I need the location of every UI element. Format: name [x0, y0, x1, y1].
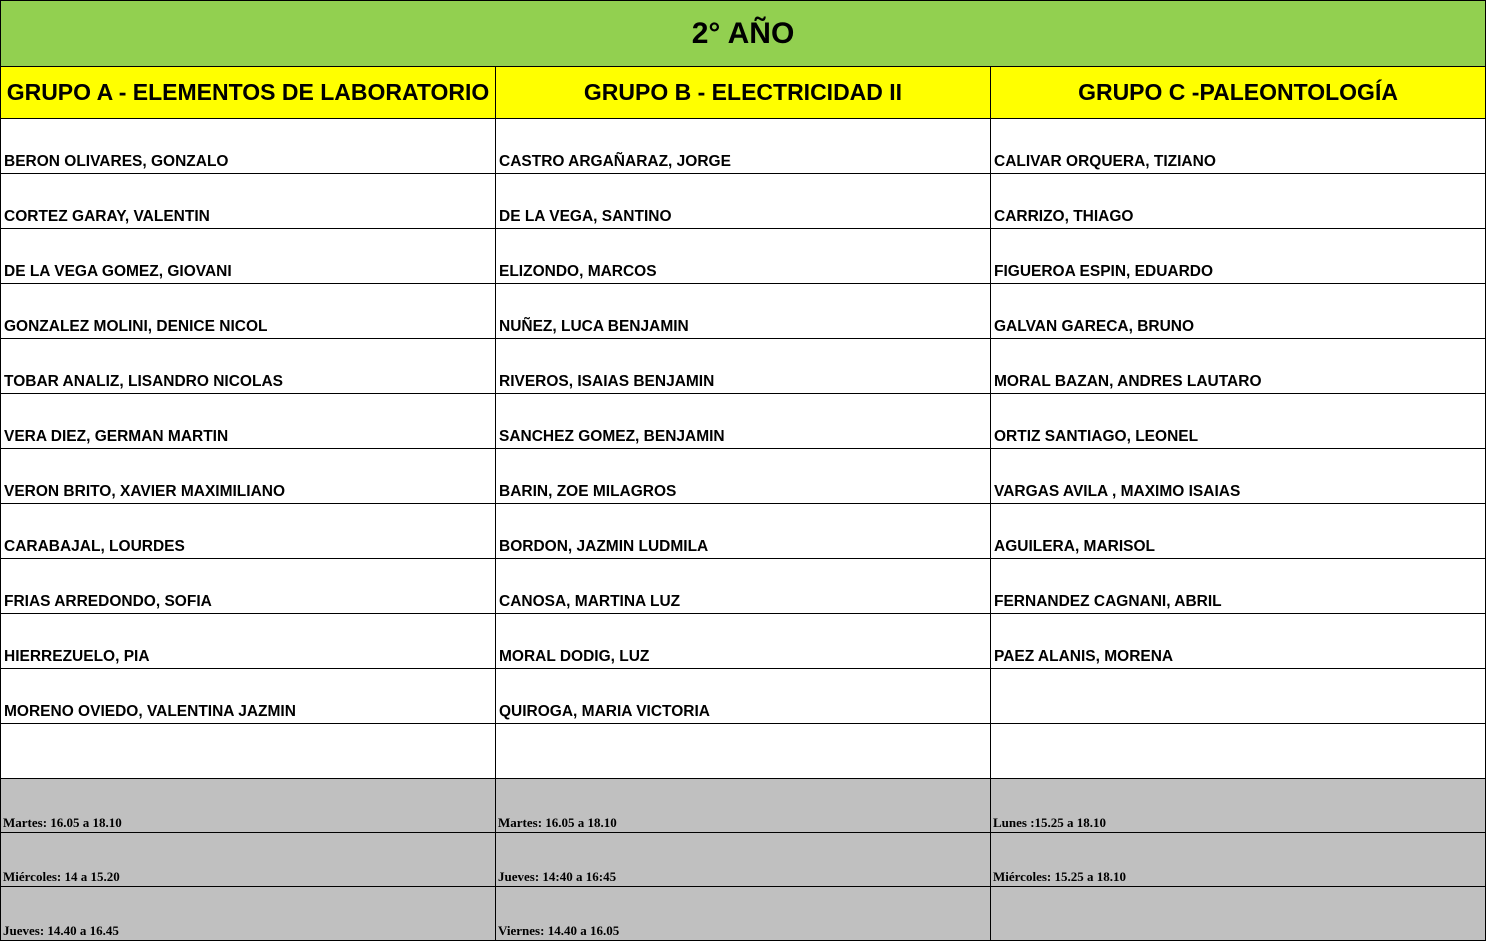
- group-b-student-cell[interactable]: MORAL DODIG, LUZ: [496, 614, 991, 669]
- group-c-student-cell[interactable]: [991, 669, 1486, 724]
- group-a-student-cell[interactable]: FRIAS ARREDONDO, SOFIA: [1, 559, 496, 614]
- group-c-schedule-cell[interactable]: Miércoles: 15.25 a 18.10: [991, 833, 1486, 887]
- group-c-schedule-cell[interactable]: [991, 887, 1486, 941]
- group-a-schedule-cell[interactable]: Martes: 16.05 a 18.10: [1, 779, 496, 833]
- student-row: [1, 174, 1486, 229]
- sheet-title[interactable]: 2° AÑO: [1, 1, 1486, 67]
- schedule-list: [1, 779, 1486, 941]
- group-b-student-cell[interactable]: RIVEROS, ISAIAS BENJAMIN: [496, 339, 991, 394]
- group-b-student-cell[interactable]: BORDON, JAZMIN LUDMILA: [496, 504, 991, 559]
- group-b-student-cell[interactable]: [496, 724, 991, 779]
- group-a-student-cell[interactable]: [1, 724, 496, 779]
- group-b-header[interactable]: GRUPO B - ELECTRICIDAD II: [496, 67, 991, 119]
- student-row: [1, 229, 1486, 284]
- group-b-student-cell[interactable]: NUÑEZ, LUCA BENJAMIN: [496, 284, 991, 339]
- group-a-student-cell[interactable]: HIERREZUELO, PIA: [1, 614, 496, 669]
- group-a-header[interactable]: GRUPO A - ELEMENTOS DE LABORATORIO: [1, 67, 496, 119]
- group-b-student-cell[interactable]: CANOSA, MARTINA LUZ: [496, 559, 991, 614]
- group-b-schedule-cell[interactable]: Martes: 16.05 a 18.10: [496, 779, 991, 833]
- group-a-student-cell[interactable]: BERON OLIVARES, GONZALO: [1, 119, 496, 174]
- group-c-student-cell[interactable]: CARRIZO, THIAGO: [991, 174, 1486, 229]
- group-a-student-cell[interactable]: VERON BRITO, XAVIER MAXIMILIANO: [1, 449, 496, 504]
- group-b-student-cell[interactable]: DE LA VEGA, SANTINO: [496, 174, 991, 229]
- group-a-student-cell[interactable]: CORTEZ GARAY, VALENTIN: [1, 174, 496, 229]
- student-row: [1, 614, 1486, 669]
- group-c-student-cell[interactable]: GALVAN GARECA, BRUNO: [991, 284, 1486, 339]
- student-row: [1, 669, 1486, 724]
- group-a-schedule-cell[interactable]: Jueves: 14.40 a 16.45: [1, 887, 496, 941]
- group-header-row: [1, 67, 1486, 119]
- student-row: [1, 449, 1486, 504]
- group-b-student-cell[interactable]: QUIROGA, MARIA VICTORIA: [496, 669, 991, 724]
- group-a-student-cell[interactable]: TOBAR ANALIZ, LISANDRO NICOLAS: [1, 339, 496, 394]
- student-row: [1, 394, 1486, 449]
- group-b-student-cell[interactable]: SANCHEZ GOMEZ, BENJAMIN: [496, 394, 991, 449]
- schedule-row: [1, 779, 1486, 833]
- group-a-schedule-cell[interactable]: Miércoles: 14 a 15.20: [1, 833, 496, 887]
- group-c-student-cell[interactable]: FERNANDEZ CAGNANI, ABRIL: [991, 559, 1486, 614]
- group-c-student-cell[interactable]: VARGAS AVILA , MAXIMO ISAIAS: [991, 449, 1486, 504]
- student-row: [1, 724, 1486, 779]
- group-a-student-cell[interactable]: GONZALEZ MOLINI, DENICE NICOL: [1, 284, 496, 339]
- group-c-student-cell[interactable]: ORTIZ SANTIAGO, LEONEL: [991, 394, 1486, 449]
- group-c-schedule-cell[interactable]: Lunes :15.25 a 18.10: [991, 779, 1486, 833]
- student-row: [1, 559, 1486, 614]
- group-a-student-cell[interactable]: DE LA VEGA GOMEZ, GIOVANI: [1, 229, 496, 284]
- sheet-body: [1, 1, 1486, 119]
- group-b-schedule-cell[interactable]: Viernes: 14.40 a 16.05: [496, 887, 991, 941]
- group-c-student-cell[interactable]: CALIVAR ORQUERA, TIZIANO: [991, 119, 1486, 174]
- group-c-student-cell[interactable]: PAEZ ALANIS, MORENA: [991, 614, 1486, 669]
- group-b-student-cell[interactable]: BARIN, ZOE MILAGROS: [496, 449, 991, 504]
- group-a-student-cell[interactable]: MORENO OVIEDO, VALENTINA JAZMIN: [1, 669, 496, 724]
- student-row: [1, 504, 1486, 559]
- schedule-row: [1, 887, 1486, 941]
- schedule-row: [1, 833, 1486, 887]
- group-c-student-cell[interactable]: MORAL BAZAN, ANDRES LAUTARO: [991, 339, 1486, 394]
- student-row: [1, 119, 1486, 174]
- title-row: [1, 1, 1486, 67]
- student-row: [1, 284, 1486, 339]
- group-b-schedule-cell[interactable]: Jueves: 14:40 a 16:45: [496, 833, 991, 887]
- group-c-student-cell[interactable]: AGUILERA, MARISOL: [991, 504, 1486, 559]
- group-c-student-cell[interactable]: [991, 724, 1486, 779]
- group-a-student-cell[interactable]: VERA DIEZ, GERMAN MARTIN: [1, 394, 496, 449]
- student-row: [1, 339, 1486, 394]
- group-b-student-cell[interactable]: CASTRO ARGAÑARAZ, JORGE: [496, 119, 991, 174]
- group-a-student-cell[interactable]: CARABAJAL, LOURDES: [1, 504, 496, 559]
- group-b-student-cell[interactable]: ELIZONDO, MARCOS: [496, 229, 991, 284]
- group-c-header[interactable]: GRUPO C -PALEONTOLOGÍA: [991, 67, 1486, 119]
- student-list: [1, 119, 1486, 779]
- group-c-student-cell[interactable]: FIGUEROA ESPIN, EDUARDO: [991, 229, 1486, 284]
